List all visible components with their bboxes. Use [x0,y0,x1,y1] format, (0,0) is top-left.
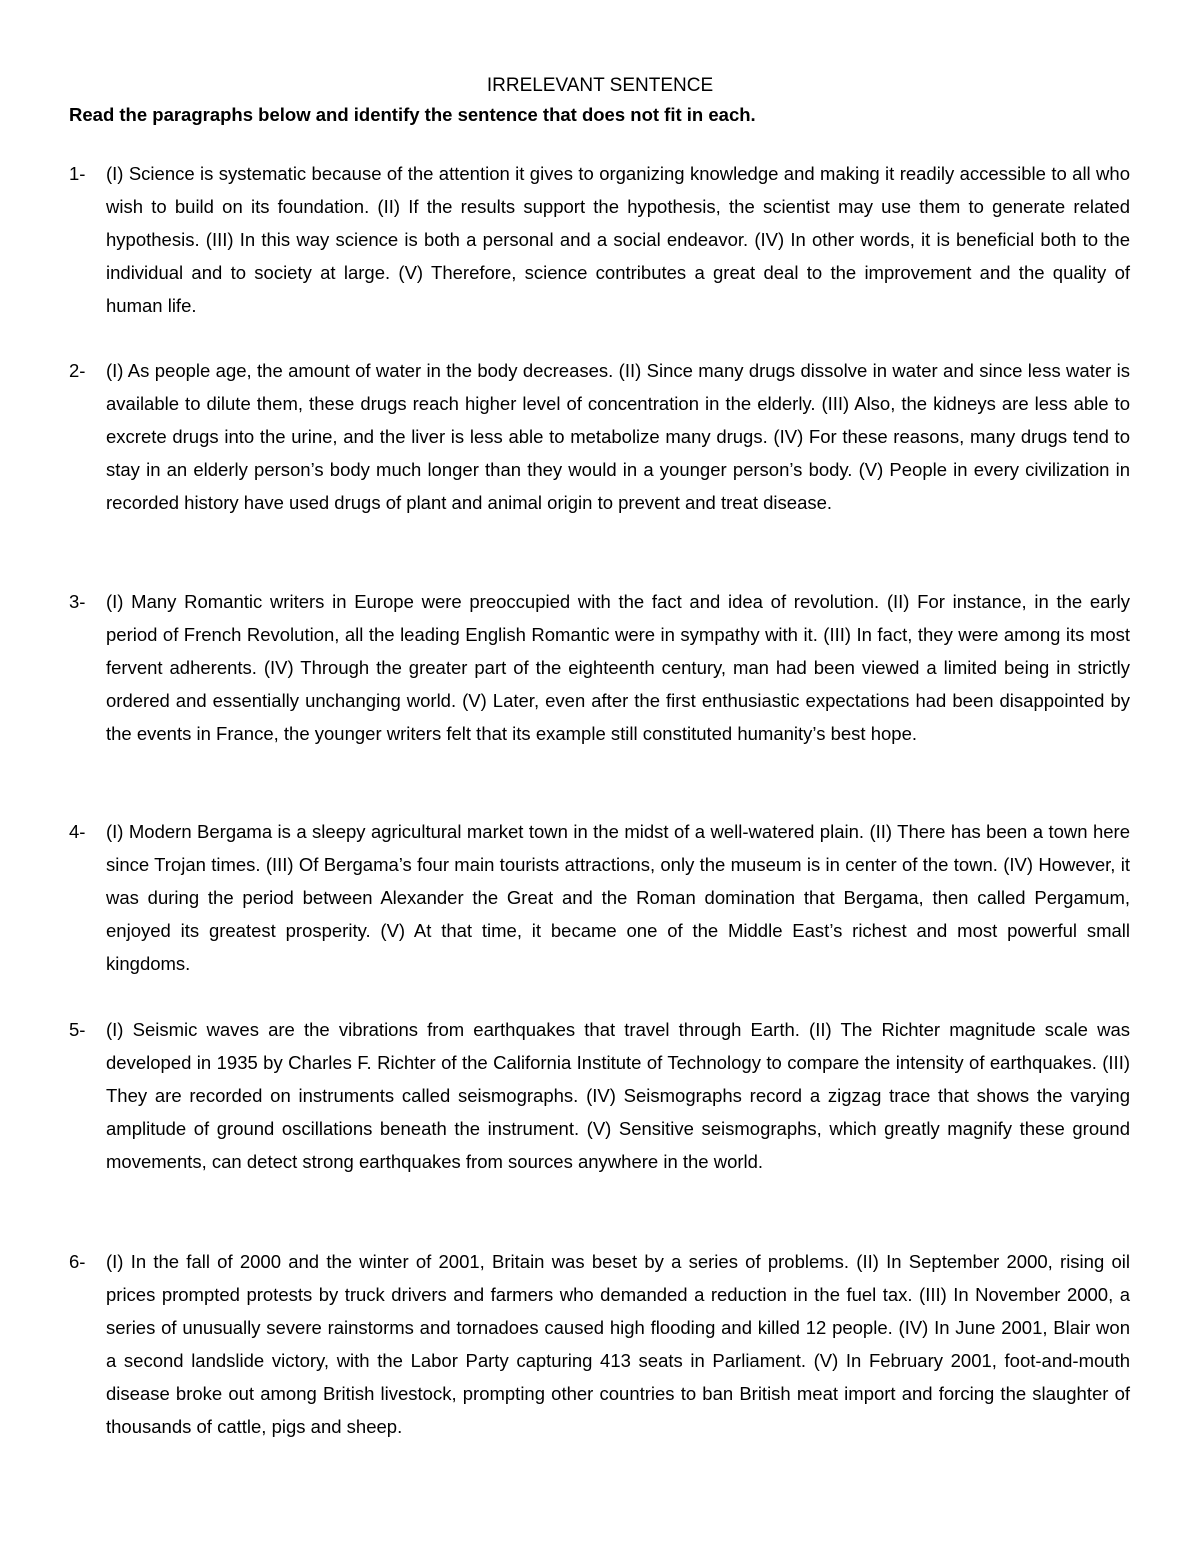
question-paragraph: (I) Science is systematic because of the attention it gives to organizing knowledge and making it readily accessible to all who wish to build on its foundation. (II) If the results support the hypothesis, the scientist may use them to generate related hypothesis. (III) In this way science is both a personal and a social endeavor. (IV) In other words, it is beneficial both to the individual and to society at large. (V) Therefore, science contributes a great deal to the improvement and the quality of human life. [106,163,1130,316]
question-number: 3- [69,591,86,612]
question-paragraph: (I) Many Romantic writers in Europe were preoccupied with the fact and idea of revolution. (II) For instance, in the early period of French Revolution, all the leading English Romantic were in sympathy with it. (III) In fact, they were among its most fervent adherents. (IV) Through the greater part of the eighteenth century, man had been viewed a limited being in strictly ordered and essentially unchanging world. (V) Later, even after the first enthusiastic expectations had been disappointed by the events in France, the younger writers felt that its example still constituted humanity’s best hope. [106,591,1130,744]
question-number: 6- [69,1251,86,1272]
question-paragraph: (I) In the fall of 2000 and the winter of 2001, Britain was beset by a series of problems. (II) In September 2000, rising oil prices prompted protests by truck drivers and farmers who demanded a reduction in the fuel tax. (III) In November 2000, a series of unusually severe rainstorms and tornadoes caused high flooding and killed 12 people. (IV) In June 2001, Blair won a second landslide victory, with the Labor Party capturing 413 seats in Parliament. (V) In February 2001, foot-and-mouth disease broke out among British livestock, prompting other countries to ban British meat import and forcing the slaughter of thousands of cattle, pigs and sheep. [106,1251,1130,1437]
question-number: 2- [69,360,86,381]
question-number: 5- [69,1019,86,1040]
question-number: 4- [69,821,86,842]
question-number: 1- [69,163,86,184]
question-paragraph: (I) Seismic waves are the vibrations from earthquakes that travel through Earth. (II) The Richter magnitude scale was developed in 1935 by Charles F. Richter of the California Institute of Technology to compare the intensity of earthquakes. (III) They are recorded on instruments called seismographs. (IV) Seismographs record a zigzag trace that shows the varying amplitude of ground oscillations beneath the instrument. (V) Sensitive seismographs, which greatly magnify these ground movements, can detect strong earthquakes from sources anywhere in the world. [106,1019,1130,1172]
instruction-text: Read the paragraphs below and identify the sentence that does not fit in each. [69,104,756,125]
page-title: IRRELEVANT SENTENCE [486,75,714,96]
question-paragraph: (I) Modern Bergama is a sleepy agricultural market town in the midst of a well-watered plain. (II) There has been a town here since Trojan times. (III) Of Bergama’s four main tourists attractions, only the museum is in center of the town. (IV) However, it was during the period between Alexander the Great and the Roman domination that Bergama, then called Pergamum, enjoyed its greatest prosperity. (V) At that time, it became one of the Middle East’s richest and most powerful small kingdoms. [106,821,1130,974]
question-paragraph: (I) As people age, the amount of water in the body decreases. (II) Since many drugs dissolve in water and since less water is available to dilute them, these drugs reach higher level of concentration in the elderly. (III) Also, the kidneys are less able to excrete drugs into the urine, and the liver is less able to metabolize many drugs. (IV) For these reasons, many drugs tend to stay in an elderly person’s body much longer than they would in a younger person’s body. (V) People in every civilization in recorded history have used drugs of plant and animal origin to prevent and treat disease. [106,360,1130,513]
